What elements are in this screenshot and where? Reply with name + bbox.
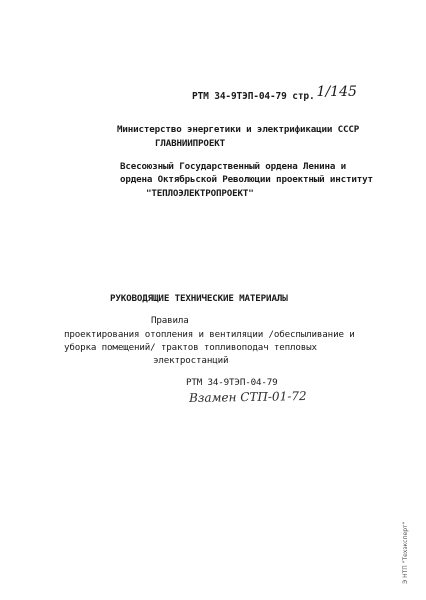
side-stamp-text: Э НТП "Техэксперт" <box>402 521 409 584</box>
document-category: РУКОВОДЯЩИЕ ТЕХНИЧЕСКИЕ МАТЕРИАЛЫ <box>110 293 288 304</box>
document-code: РТМ 34-9ТЭП-04-79 стр. <box>192 91 315 102</box>
document-code-footer: РТМ 34-9ТЭП-04-79 <box>186 377 278 388</box>
document-title-line-2: уборка помещений/ трактов топливоподач тепловых <box>64 342 317 353</box>
page-number: 1/145 <box>316 84 357 100</box>
institute-name: "ТЕПЛОЭЛЕКТРОПРОЕКТ" <box>146 188 254 199</box>
institute-line-2: ордена Октябрьской Революции проектный институт <box>120 174 373 185</box>
document-title-line-3: электростанций <box>153 355 229 366</box>
document-type: Правила <box>151 315 189 326</box>
document-title-line-1: проектирования отопления и вентиляции /обеспыливание и <box>64 329 355 340</box>
institute-line-1: Всесоюзный Государственный ордена Ленина и <box>120 161 347 172</box>
side-stamp <box>398 0 408 600</box>
organization-name: ГЛАВНИИПРОЕКТ <box>155 138 225 149</box>
document-code-header <box>192 84 357 102</box>
handwritten-replacement-note: Взамен СТП-01-72 <box>188 388 307 406</box>
ministry-name: Министерство энергетики и электрификации СССР <box>117 124 360 135</box>
